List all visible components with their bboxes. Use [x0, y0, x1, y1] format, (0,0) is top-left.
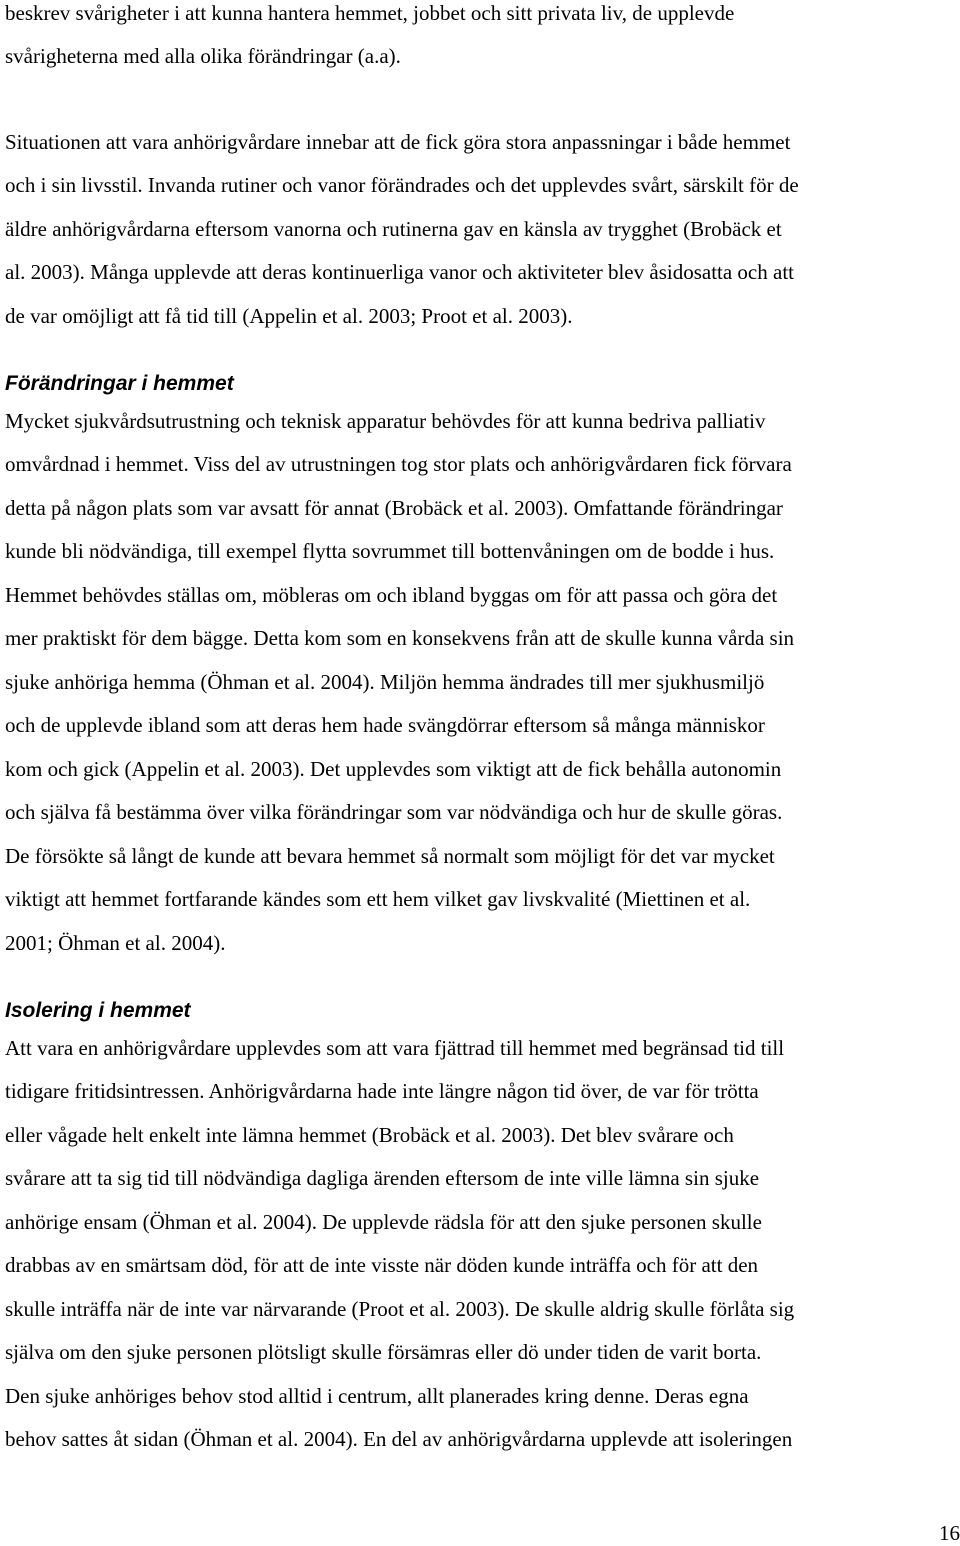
body-text-line: drabbas av en smärtsam död, för att de inte visste när döden kunde inträffa och för att den [5, 1253, 759, 1277]
page-number: 16 [939, 1521, 960, 1545]
body-text-line: omvårdnad i hemmet. Viss del av utrustningen tog stor plats och anhörigvårdaren fick förvara [5, 452, 792, 476]
section-heading: Förändringar i hemmet [5, 372, 234, 395]
body-text-line: behov sattes åt sidan (Öhman et al. 2004). En del av anhörigvårdarna upplevde att isoleringen [5, 1427, 793, 1451]
body-text-line: anhörige ensam (Öhman et al. 2004). De upplevde rädsla för att den sjuke personen skulle [5, 1210, 762, 1234]
body-text-line: Den sjuke anhöriges behov stod alltid i centrum, allt planerades kring denne. Deras egna [5, 1384, 749, 1408]
body-text-line: De försökte så långt de kunde att bevara hemmet så normalt som möjligt för det var mycket [5, 844, 775, 868]
body-text-line: kom och gick (Appelin et al. 2003). Det upplevdes som viktigt att de fick behålla autonomin [5, 757, 782, 781]
body-text-line: äldre anhörigvårdarna eftersom vanorna och rutinerna gav en känsla av trygghet (Brobäck et [5, 217, 782, 241]
body-text-line: detta på någon plats som var avsatt för annat (Brobäck et al. 2003). Omfattande förändringar [5, 496, 783, 520]
body-text-line: tidigare fritidsintressen. Anhörigvårdarna hade inte längre någon tid över, de var för trötta [5, 1079, 759, 1103]
section-heading: Isolering i hemmet [5, 999, 191, 1022]
body-text-line: själva om den sjuke personen plötsligt skulle försämras eller dö under tiden de varit borta. [5, 1340, 762, 1364]
body-text-line: Situationen att vara anhörigvårdare innebar att de fick göra stora anpassningar i både hemmet [5, 130, 791, 154]
body-text-line: och de upplevde ibland som att deras hem hade svängdörrar eftersom så många människor [5, 713, 765, 737]
body-text-line: viktigt att hemmet fortfarande kändes som ett hem vilket gav livskvalité (Miettinen et al. [5, 887, 751, 911]
body-text-line: eller vågade helt enkelt inte lämna hemmet (Brobäck et al. 2003). Det blev svårare och [5, 1123, 734, 1147]
body-text-line: mer praktiskt för dem bägge. Detta kom som en konsekvens från att de skulle kunna vårda sin [5, 626, 795, 650]
body-text-line: och själva få bestämma över vilka förändringar som var nödvändiga och hur de skulle göras. [5, 800, 783, 824]
body-text-line: de var omöjligt att få tid till (Appelin et al. 2003; Proot et al. 2003). [5, 304, 573, 328]
body-text-line: kunde bli nödvändiga, till exempel flytta sovrummet till bottenvåningen om de bodde i hus. [5, 539, 775, 563]
body-text-line: svårare att ta sig tid till nödvändiga dagliga ärenden eftersom de inte ville lämna sin sjuke [5, 1166, 760, 1190]
body-text-line: Hemmet behövdes ställas om, möbleras om och ibland byggas om för att passa och göra det [5, 583, 778, 607]
body-text-line: och i sin livsstil. Invanda rutiner och vanor förändrades och det upplevdes svårt, särskilt för de [5, 173, 799, 197]
body-text-line: beskrev svårigheter i att kunna hantera hemmet, jobbet och sitt privata liv, de upplevde [5, 1, 735, 25]
body-text-line: Mycket sjukvårdsutrustning och teknisk apparatur behövdes för att kunna bedriva palliativ [5, 409, 766, 433]
body-text-line: skulle inträffa när de inte var närvarande (Proot et al. 2003). De skulle aldrig skulle förlåta sig [5, 1297, 795, 1321]
body-text-line: al. 2003). Många upplevde att deras kontinuerliga vanor och aktiviteter blev åsidosatta och att [5, 260, 794, 284]
body-text-line: 2001; Öhman et al. 2004). [5, 931, 226, 955]
body-text-line: svårigheterna med alla olika förändringar (a.a). [5, 44, 401, 68]
body-text-line: sjuke anhöriga hemma (Öhman et al. 2004). Miljön hemma ändrades till mer sjukhusmiljö [5, 670, 765, 694]
body-text-line: Att vara en anhörigvårdare upplevdes som att vara fjättrad till hemmet med begränsad tid till [5, 1036, 785, 1060]
